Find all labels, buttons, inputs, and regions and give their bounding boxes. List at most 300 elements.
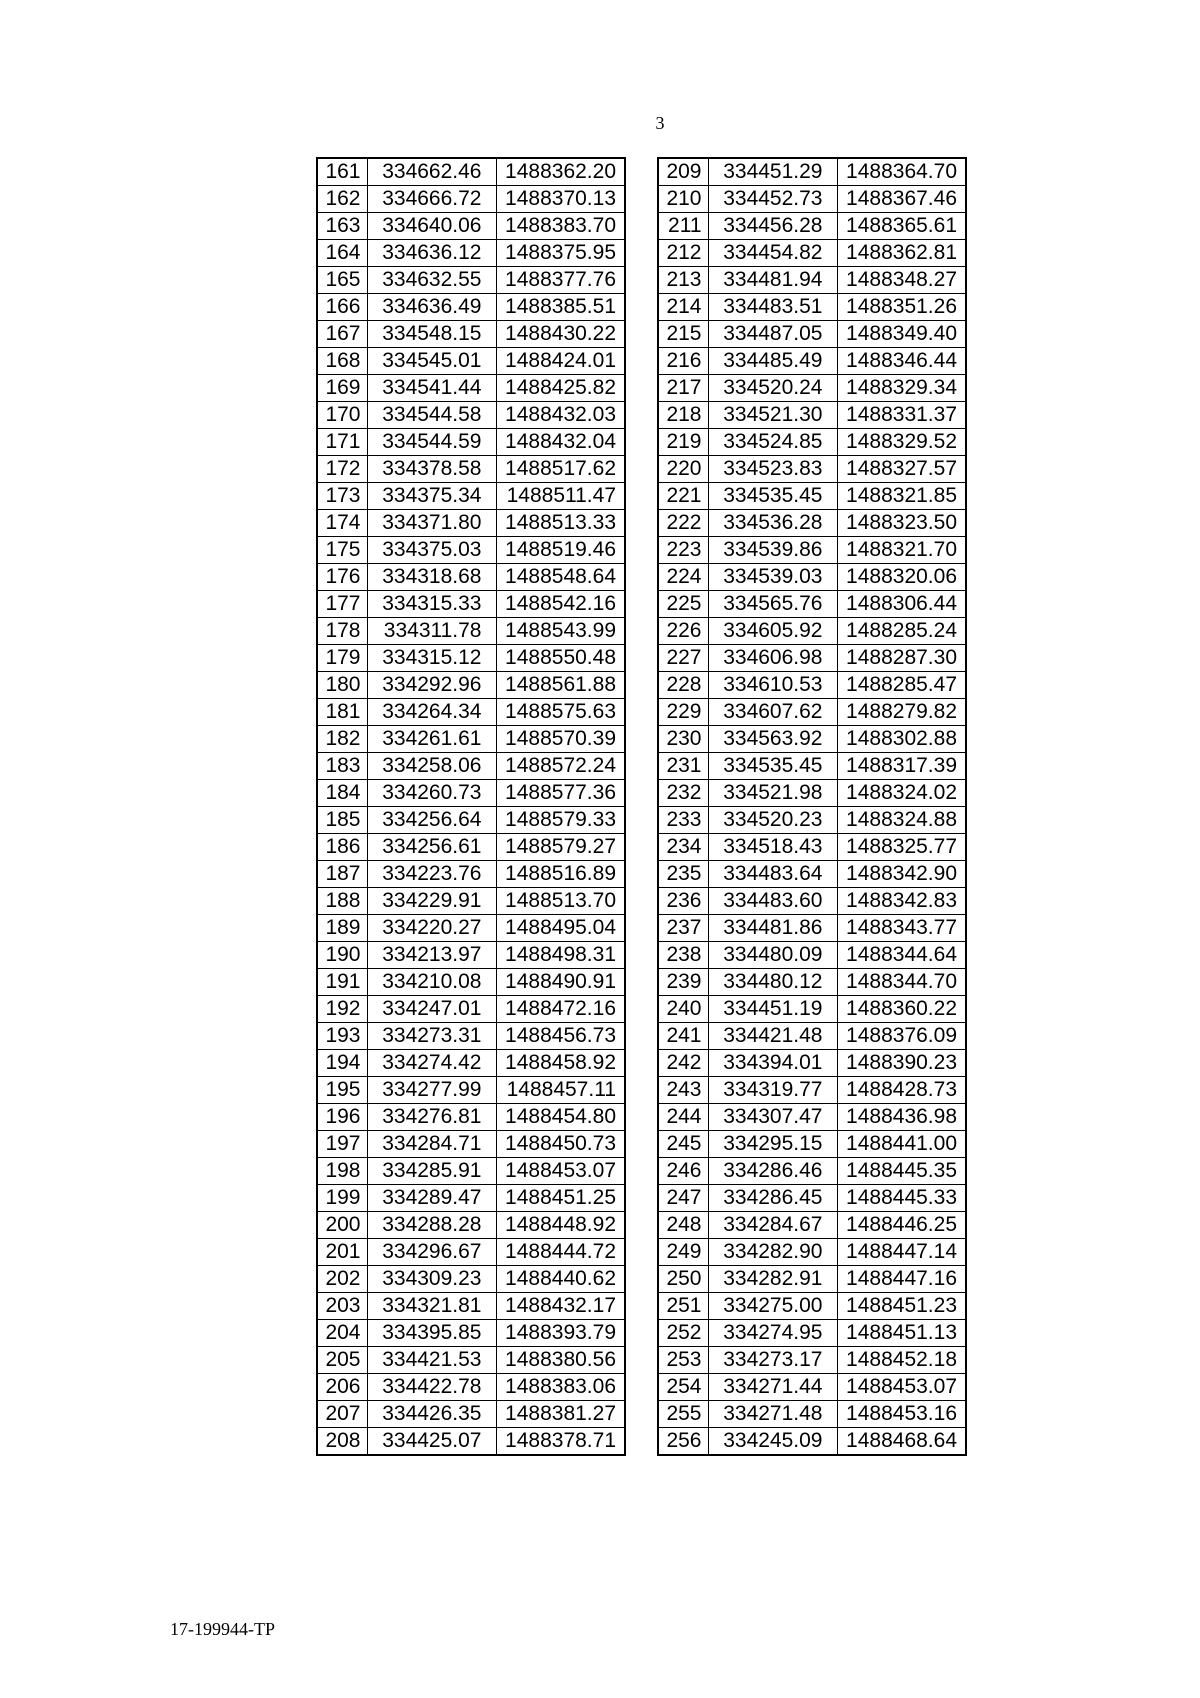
- y-coordinate-cell: 1488362.20: [496, 158, 625, 186]
- point-number-cell: 178: [317, 618, 367, 645]
- table-body: [317, 158, 625, 1455]
- y-coordinate-cell: 1488543.99: [496, 618, 625, 645]
- x-coordinate-cell: 334480.09: [708, 942, 837, 969]
- point-number-cell: 204: [317, 1320, 367, 1347]
- y-coordinate-cell: 1488490.91: [496, 969, 625, 996]
- x-coordinate-cell: 334277.99: [367, 1077, 496, 1104]
- y-coordinate-cell: 1488287.30: [837, 645, 966, 672]
- y-coordinate-cell: 1488451.25: [496, 1185, 625, 1212]
- point-number-cell: 211: [658, 213, 708, 240]
- x-coordinate-cell: 334273.17: [708, 1347, 837, 1374]
- y-coordinate-cell: 1488364.70: [837, 158, 966, 186]
- x-coordinate-cell: 334640.06: [367, 213, 496, 240]
- y-coordinate-cell: 1488440.62: [496, 1266, 625, 1293]
- x-coordinate-cell: 334245.09: [708, 1428, 837, 1456]
- table-row: [658, 996, 966, 1023]
- point-number-cell: 190: [317, 942, 367, 969]
- point-number-cell: 183: [317, 753, 367, 780]
- table-row: [658, 483, 966, 510]
- point-number-cell: 213: [658, 267, 708, 294]
- table-row: [317, 1239, 625, 1266]
- table-row: [317, 294, 625, 321]
- point-number-cell: 253: [658, 1347, 708, 1374]
- table-row: [317, 996, 625, 1023]
- y-coordinate-cell: 1488575.63: [496, 699, 625, 726]
- table-row: [317, 510, 625, 537]
- table-row: [317, 267, 625, 294]
- table-row: [317, 942, 625, 969]
- point-number-cell: 249: [658, 1239, 708, 1266]
- point-number-cell: 167: [317, 321, 367, 348]
- point-number-cell: 174: [317, 510, 367, 537]
- y-coordinate-cell: 1488495.04: [496, 915, 625, 942]
- table-row: [658, 1212, 966, 1239]
- point-number-cell: 162: [317, 186, 367, 213]
- table-row: [317, 402, 625, 429]
- y-coordinate-cell: 1488451.23: [837, 1293, 966, 1320]
- x-coordinate-cell: 334481.94: [708, 267, 837, 294]
- point-number-cell: 217: [658, 375, 708, 402]
- y-coordinate-cell: 1488452.18: [837, 1347, 966, 1374]
- point-number-cell: 221: [658, 483, 708, 510]
- y-coordinate-cell: 1488325.77: [837, 834, 966, 861]
- y-coordinate-cell: 1488378.71: [496, 1428, 625, 1456]
- point-number-cell: 184: [317, 780, 367, 807]
- x-coordinate-cell: 334315.33: [367, 591, 496, 618]
- table-row: [658, 1104, 966, 1131]
- x-coordinate-cell: 334518.43: [708, 834, 837, 861]
- point-number-cell: 171: [317, 429, 367, 456]
- point-number-cell: 215: [658, 321, 708, 348]
- table-row: [317, 618, 625, 645]
- point-number-cell: 223: [658, 537, 708, 564]
- y-coordinate-cell: 1488454.80: [496, 1104, 625, 1131]
- x-coordinate-cell: 334271.44: [708, 1374, 837, 1401]
- x-coordinate-cell: 334307.47: [708, 1104, 837, 1131]
- table-row: [317, 348, 625, 375]
- x-coordinate-cell: 334395.85: [367, 1320, 496, 1347]
- y-coordinate-cell: 1488432.03: [496, 402, 625, 429]
- x-coordinate-cell: 334282.91: [708, 1266, 837, 1293]
- y-coordinate-cell: 1488362.81: [837, 240, 966, 267]
- point-number-cell: 243: [658, 1077, 708, 1104]
- x-coordinate-cell: 334274.42: [367, 1050, 496, 1077]
- y-coordinate-cell: 1488430.22: [496, 321, 625, 348]
- table-row: [317, 645, 625, 672]
- table-row: [658, 537, 966, 564]
- point-number-cell: 234: [658, 834, 708, 861]
- point-number-cell: 169: [317, 375, 367, 402]
- x-coordinate-cell: 334421.53: [367, 1347, 496, 1374]
- point-number-cell: 252: [658, 1320, 708, 1347]
- point-number-cell: 210: [658, 186, 708, 213]
- point-number-cell: 181: [317, 699, 367, 726]
- x-coordinate-cell: 334454.82: [708, 240, 837, 267]
- table-row: [658, 645, 966, 672]
- point-number-cell: 180: [317, 672, 367, 699]
- y-coordinate-cell: 1488579.27: [496, 834, 625, 861]
- x-coordinate-cell: 334247.01: [367, 996, 496, 1023]
- point-number-cell: 189: [317, 915, 367, 942]
- table-row: [317, 375, 625, 402]
- table-row: [317, 861, 625, 888]
- point-number-cell: 247: [658, 1185, 708, 1212]
- point-number-cell: 192: [317, 996, 367, 1023]
- y-coordinate-cell: 1488329.52: [837, 429, 966, 456]
- coordinates-table-left: [316, 157, 626, 1456]
- y-coordinate-cell: 1488428.73: [837, 1077, 966, 1104]
- table-row: [658, 753, 966, 780]
- y-coordinate-cell: 1488572.24: [496, 753, 625, 780]
- x-coordinate-cell: 334607.62: [708, 699, 837, 726]
- table-row: [658, 915, 966, 942]
- point-number-cell: 239: [658, 969, 708, 996]
- point-number-cell: 206: [317, 1374, 367, 1401]
- table-row: [317, 1428, 625, 1456]
- x-coordinate-cell: 334544.58: [367, 402, 496, 429]
- x-coordinate-cell: 334394.01: [708, 1050, 837, 1077]
- y-coordinate-cell: 1488370.13: [496, 186, 625, 213]
- x-coordinate-cell: 334520.24: [708, 375, 837, 402]
- x-coordinate-cell: 334426.35: [367, 1401, 496, 1428]
- point-number-cell: 176: [317, 564, 367, 591]
- x-coordinate-cell: 334535.45: [708, 483, 837, 510]
- x-coordinate-cell: 334309.23: [367, 1266, 496, 1293]
- x-coordinate-cell: 334481.86: [708, 915, 837, 942]
- y-coordinate-cell: 1488468.64: [837, 1428, 966, 1456]
- x-coordinate-cell: 334545.01: [367, 348, 496, 375]
- point-number-cell: 227: [658, 645, 708, 672]
- point-number-cell: 231: [658, 753, 708, 780]
- x-coordinate-cell: 334632.55: [367, 267, 496, 294]
- y-coordinate-cell: 1488472.16: [496, 996, 625, 1023]
- x-coordinate-cell: 334451.29: [708, 158, 837, 186]
- table-row: [658, 1401, 966, 1428]
- table-row: [317, 564, 625, 591]
- table-row: [317, 1293, 625, 1320]
- table-row: [317, 1401, 625, 1428]
- y-coordinate-cell: 1488579.33: [496, 807, 625, 834]
- table-body: [658, 158, 966, 1455]
- point-number-cell: 197: [317, 1131, 367, 1158]
- y-coordinate-cell: 1488447.14: [837, 1239, 966, 1266]
- point-number-cell: 219: [658, 429, 708, 456]
- y-coordinate-cell: 1488453.16: [837, 1401, 966, 1428]
- table-row: [317, 1131, 625, 1158]
- y-coordinate-cell: 1488351.26: [837, 294, 966, 321]
- x-coordinate-cell: 334520.23: [708, 807, 837, 834]
- x-coordinate-cell: 334548.15: [367, 321, 496, 348]
- y-coordinate-cell: 1488424.01: [496, 348, 625, 375]
- point-number-cell: 228: [658, 672, 708, 699]
- x-coordinate-cell: 334535.45: [708, 753, 837, 780]
- point-number-cell: 188: [317, 888, 367, 915]
- point-number-cell: 168: [317, 348, 367, 375]
- y-coordinate-cell: 1488519.46: [496, 537, 625, 564]
- x-coordinate-cell: 334452.73: [708, 186, 837, 213]
- x-coordinate-cell: 334425.07: [367, 1428, 496, 1456]
- point-number-cell: 161: [317, 158, 367, 186]
- point-number-cell: 225: [658, 591, 708, 618]
- table-row: [317, 1050, 625, 1077]
- point-number-cell: 208: [317, 1428, 367, 1456]
- x-coordinate-cell: 334282.90: [708, 1239, 837, 1266]
- y-coordinate-cell: 1488321.85: [837, 483, 966, 510]
- table-row: [317, 672, 625, 699]
- x-coordinate-cell: 334483.60: [708, 888, 837, 915]
- y-coordinate-cell: 1488453.07: [837, 1374, 966, 1401]
- point-number-cell: 216: [658, 348, 708, 375]
- table-row: [658, 375, 966, 402]
- y-coordinate-cell: 1488324.02: [837, 780, 966, 807]
- y-coordinate-cell: 1488425.82: [496, 375, 625, 402]
- point-number-cell: 170: [317, 402, 367, 429]
- table-row: [317, 1266, 625, 1293]
- table-row: [658, 888, 966, 915]
- y-coordinate-cell: 1488343.77: [837, 915, 966, 942]
- x-coordinate-cell: 334286.46: [708, 1158, 837, 1185]
- table-row: [658, 1077, 966, 1104]
- x-coordinate-cell: 334258.06: [367, 753, 496, 780]
- x-coordinate-cell: 334286.45: [708, 1185, 837, 1212]
- y-coordinate-cell: 1488331.37: [837, 402, 966, 429]
- y-coordinate-cell: 1488561.88: [496, 672, 625, 699]
- point-number-cell: 194: [317, 1050, 367, 1077]
- y-coordinate-cell: 1488360.22: [837, 996, 966, 1023]
- table-row: [317, 834, 625, 861]
- point-number-cell: 177: [317, 591, 367, 618]
- y-coordinate-cell: 1488383.06: [496, 1374, 625, 1401]
- y-coordinate-cell: 1488306.44: [837, 591, 966, 618]
- table-row: [658, 1428, 966, 1456]
- point-number-cell: 175: [317, 537, 367, 564]
- table-row: [317, 699, 625, 726]
- y-coordinate-cell: 1488285.24: [837, 618, 966, 645]
- x-coordinate-cell: 334636.49: [367, 294, 496, 321]
- point-number-cell: 182: [317, 726, 367, 753]
- x-coordinate-cell: 334256.64: [367, 807, 496, 834]
- point-number-cell: 244: [658, 1104, 708, 1131]
- x-coordinate-cell: 334422.78: [367, 1374, 496, 1401]
- x-coordinate-cell: 334456.28: [708, 213, 837, 240]
- point-number-cell: 250: [658, 1266, 708, 1293]
- y-coordinate-cell: 1488447.16: [837, 1266, 966, 1293]
- table-row: [658, 1158, 966, 1185]
- point-number-cell: 164: [317, 240, 367, 267]
- x-coordinate-cell: 334285.91: [367, 1158, 496, 1185]
- x-coordinate-cell: 334563.92: [708, 726, 837, 753]
- table-row: [317, 321, 625, 348]
- x-coordinate-cell: 334541.44: [367, 375, 496, 402]
- point-number-cell: 246: [658, 1158, 708, 1185]
- table-row: [317, 807, 625, 834]
- x-coordinate-cell: 334610.53: [708, 672, 837, 699]
- table-row: [658, 1023, 966, 1050]
- point-number-cell: 203: [317, 1293, 367, 1320]
- y-coordinate-cell: 1488445.35: [837, 1158, 966, 1185]
- point-number-cell: 207: [317, 1401, 367, 1428]
- table-row: [658, 158, 966, 186]
- table-row: [658, 510, 966, 537]
- point-number-cell: 255: [658, 1401, 708, 1428]
- y-coordinate-cell: 1488511.47: [496, 483, 625, 510]
- y-coordinate-cell: 1488513.70: [496, 888, 625, 915]
- table-row: [317, 591, 625, 618]
- point-number-cell: 230: [658, 726, 708, 753]
- x-coordinate-cell: 334274.95: [708, 1320, 837, 1347]
- y-coordinate-cell: 1488432.17: [496, 1293, 625, 1320]
- y-coordinate-cell: 1488285.47: [837, 672, 966, 699]
- table-row: [658, 186, 966, 213]
- table-row: [658, 591, 966, 618]
- x-coordinate-cell: 334213.97: [367, 942, 496, 969]
- y-coordinate-cell: 1488446.25: [837, 1212, 966, 1239]
- point-number-cell: 214: [658, 294, 708, 321]
- y-coordinate-cell: 1488367.46: [837, 186, 966, 213]
- x-coordinate-cell: 334271.48: [708, 1401, 837, 1428]
- y-coordinate-cell: 1488342.90: [837, 861, 966, 888]
- y-coordinate-cell: 1488570.39: [496, 726, 625, 753]
- table-row: [317, 726, 625, 753]
- y-coordinate-cell: 1488542.16: [496, 591, 625, 618]
- table-row: [317, 213, 625, 240]
- point-number-cell: 202: [317, 1266, 367, 1293]
- y-coordinate-cell: 1488342.83: [837, 888, 966, 915]
- table-row: [317, 456, 625, 483]
- point-number-cell: 193: [317, 1023, 367, 1050]
- table-row: [658, 807, 966, 834]
- table-row: [658, 1347, 966, 1374]
- y-coordinate-cell: 1488349.40: [837, 321, 966, 348]
- y-coordinate-cell: 1488302.88: [837, 726, 966, 753]
- y-coordinate-cell: 1488451.13: [837, 1320, 966, 1347]
- table-row: [317, 483, 625, 510]
- table-row: [658, 402, 966, 429]
- x-coordinate-cell: 334289.47: [367, 1185, 496, 1212]
- point-number-cell: 224: [658, 564, 708, 591]
- table-row: [658, 1185, 966, 1212]
- point-number-cell: 186: [317, 834, 367, 861]
- table-row: [658, 429, 966, 456]
- y-coordinate-cell: 1488550.48: [496, 645, 625, 672]
- x-coordinate-cell: 334295.15: [708, 1131, 837, 1158]
- x-coordinate-cell: 334544.59: [367, 429, 496, 456]
- point-number-cell: 220: [658, 456, 708, 483]
- point-number-cell: 251: [658, 1293, 708, 1320]
- x-coordinate-cell: 334223.76: [367, 861, 496, 888]
- y-coordinate-cell: 1488456.73: [496, 1023, 625, 1050]
- table-row: [658, 240, 966, 267]
- point-number-cell: 238: [658, 942, 708, 969]
- y-coordinate-cell: 1488365.61: [837, 213, 966, 240]
- y-coordinate-cell: 1488390.23: [837, 1050, 966, 1077]
- x-coordinate-cell: 334371.80: [367, 510, 496, 537]
- x-coordinate-cell: 334605.92: [708, 618, 837, 645]
- point-number-cell: 172: [317, 456, 367, 483]
- table-row: [658, 1266, 966, 1293]
- table-row: [658, 861, 966, 888]
- table-row: [317, 158, 625, 186]
- point-number-cell: 187: [317, 861, 367, 888]
- x-coordinate-cell: 334273.31: [367, 1023, 496, 1050]
- point-number-cell: 235: [658, 861, 708, 888]
- point-number-cell: 205: [317, 1347, 367, 1374]
- table-row: [658, 213, 966, 240]
- document-code: 17-199944-TP: [170, 1619, 275, 1639]
- x-coordinate-cell: 334636.12: [367, 240, 496, 267]
- x-coordinate-cell: 334521.30: [708, 402, 837, 429]
- x-coordinate-cell: 334539.03: [708, 564, 837, 591]
- point-number-cell: 201: [317, 1239, 367, 1266]
- table-row: [658, 321, 966, 348]
- x-coordinate-cell: 334375.34: [367, 483, 496, 510]
- x-coordinate-cell: 334229.91: [367, 888, 496, 915]
- table-row: [317, 1077, 625, 1104]
- table-row: [317, 1158, 625, 1185]
- x-coordinate-cell: 334480.12: [708, 969, 837, 996]
- y-coordinate-cell: 1488344.70: [837, 969, 966, 996]
- table-row: [658, 726, 966, 753]
- point-number-cell: 198: [317, 1158, 367, 1185]
- table-row: [658, 294, 966, 321]
- point-number-cell: 241: [658, 1023, 708, 1050]
- y-coordinate-cell: 1488321.70: [837, 537, 966, 564]
- point-number-cell: 218: [658, 402, 708, 429]
- point-number-cell: 191: [317, 969, 367, 996]
- point-number-cell: 200: [317, 1212, 367, 1239]
- point-number-cell: 240: [658, 996, 708, 1023]
- point-number-cell: 237: [658, 915, 708, 942]
- table-row: [317, 1212, 625, 1239]
- table-row: [658, 1374, 966, 1401]
- y-coordinate-cell: 1488348.27: [837, 267, 966, 294]
- y-coordinate-cell: 1488513.33: [496, 510, 625, 537]
- x-coordinate-cell: 334539.86: [708, 537, 837, 564]
- point-number-cell: 232: [658, 780, 708, 807]
- y-coordinate-cell: 1488448.92: [496, 1212, 625, 1239]
- y-coordinate-cell: 1488516.89: [496, 861, 625, 888]
- x-coordinate-cell: 334378.58: [367, 456, 496, 483]
- x-coordinate-cell: 334666.72: [367, 186, 496, 213]
- x-coordinate-cell: 334451.19: [708, 996, 837, 1023]
- x-coordinate-cell: 334256.61: [367, 834, 496, 861]
- table-row: [317, 1347, 625, 1374]
- point-number-cell: 163: [317, 213, 367, 240]
- table-row: [317, 240, 625, 267]
- point-number-cell: 165: [317, 267, 367, 294]
- y-coordinate-cell: 1488376.09: [837, 1023, 966, 1050]
- x-coordinate-cell: 334220.27: [367, 915, 496, 942]
- y-coordinate-cell: 1488380.56: [496, 1347, 625, 1374]
- y-coordinate-cell: 1488453.07: [496, 1158, 625, 1185]
- table-row: [658, 348, 966, 375]
- y-coordinate-cell: 1488385.51: [496, 294, 625, 321]
- table-row: [317, 1374, 625, 1401]
- y-coordinate-cell: 1488577.36: [496, 780, 625, 807]
- x-coordinate-cell: 334210.08: [367, 969, 496, 996]
- y-coordinate-cell: 1488445.33: [837, 1185, 966, 1212]
- y-coordinate-cell: 1488323.50: [837, 510, 966, 537]
- x-coordinate-cell: 334260.73: [367, 780, 496, 807]
- point-number-cell: 236: [658, 888, 708, 915]
- table-row: [317, 186, 625, 213]
- y-coordinate-cell: 1488324.88: [837, 807, 966, 834]
- y-coordinate-cell: 1488458.92: [496, 1050, 625, 1077]
- y-coordinate-cell: 1488517.62: [496, 456, 625, 483]
- table-row: [658, 1131, 966, 1158]
- y-coordinate-cell: 1488381.27: [496, 1401, 625, 1428]
- x-coordinate-cell: 334315.12: [367, 645, 496, 672]
